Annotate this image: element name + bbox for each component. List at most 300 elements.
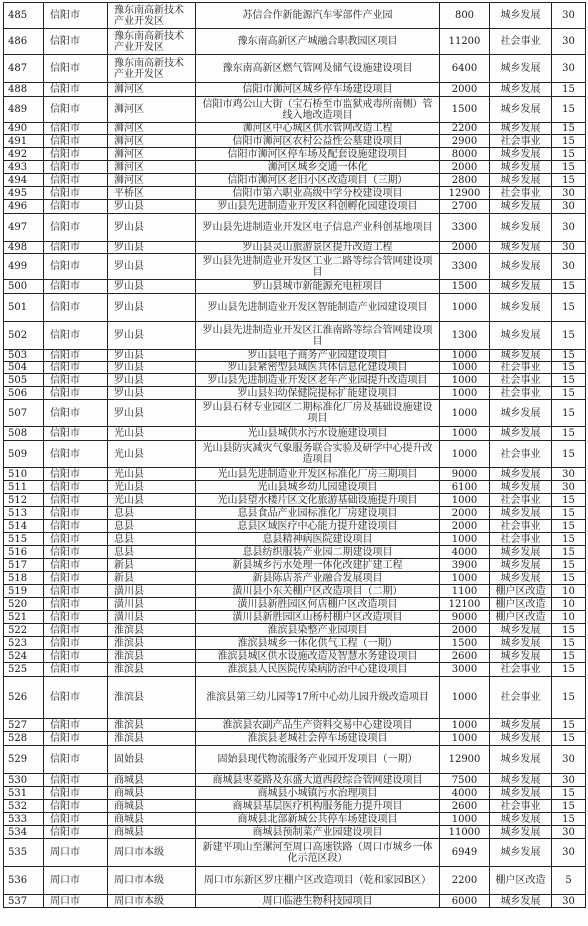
years-cell: 15 [552, 400, 586, 427]
row-number: 507 [4, 400, 44, 427]
amount-cell: 3000 [440, 663, 490, 677]
project-name: 光山县城供水污水设施建设项目 [196, 427, 440, 441]
category-cell: 城乡发展 [490, 813, 552, 826]
district-cell: 罗山县 [108, 400, 196, 427]
city-cell: 信阳市 [44, 826, 108, 839]
amount-cell: 9000 [440, 468, 490, 481]
district-cell: 淮滨县 [108, 732, 196, 746]
row-number: 495 [4, 187, 44, 200]
amount-cell: 800 [440, 3, 490, 29]
years-cell: 15 [552, 663, 586, 677]
district-cell: 豫东南高新技术产业开发区 [108, 29, 196, 55]
district-cell: 周口市本级 [108, 895, 196, 908]
years-cell: 15 [552, 441, 586, 468]
amount-cell: 2000 [440, 520, 490, 533]
row-number: 490 [4, 123, 44, 135]
city-cell: 信阳市 [44, 427, 108, 441]
project-name: 信阳市浉河区城乡停车场建设项目 [196, 83, 440, 97]
years-cell: 10 [552, 585, 586, 598]
district-cell: 商城县 [108, 774, 196, 787]
city-cell: 信阳市 [44, 774, 108, 787]
amount-cell: 4000 [440, 787, 490, 800]
city-cell: 信阳市 [44, 598, 108, 611]
category-cell: 社会事业 [490, 187, 552, 200]
project-name: 淮滨县染整产业园项目 [196, 624, 440, 637]
years-cell: 30 [552, 746, 586, 774]
row-number: 506 [4, 387, 44, 400]
amount-cell: 2900 [440, 135, 490, 148]
project-name: 息县区域医疗中心能力提升建设项目 [196, 520, 440, 533]
project-name: 商城县枣菱路及东盛大道西段综合管网建设项目 [196, 774, 440, 787]
years-cell: 15 [552, 387, 586, 400]
years-cell: 30 [552, 242, 586, 254]
amount-cell: 2000 [440, 624, 490, 637]
years-cell: 30 [552, 200, 586, 214]
years-cell: 30 [552, 254, 586, 280]
category-cell: 棚户区改造 [490, 598, 552, 611]
city-cell: 信阳市 [44, 746, 108, 774]
table-row [4, 572, 586, 585]
row-number: 486 [4, 29, 44, 55]
category-cell: 社会事业 [490, 494, 552, 507]
row-number: 516 [4, 546, 44, 559]
project-name: 光山县城乡幼儿园建设项目 [196, 481, 440, 494]
category-cell: 城乡发展 [490, 787, 552, 800]
category-cell: 城乡发展 [490, 350, 552, 362]
row-number: 536 [4, 867, 44, 895]
project-name: 息县精神病医院建设项目 [196, 533, 440, 546]
category-cell: 城乡发展 [490, 123, 552, 135]
district-cell: 罗山县 [108, 322, 196, 350]
amount-cell: 9000 [440, 611, 490, 624]
project-name: 潢川县新胜园区山杨村棚户区改造项目 [196, 611, 440, 624]
category-cell: 社会事业 [490, 135, 552, 148]
table-row [4, 350, 586, 362]
row-number: 509 [4, 441, 44, 468]
table-row [4, 813, 586, 826]
table-row [4, 400, 586, 427]
project-name: 浉河区中心城区供水管网改造工程 [196, 123, 440, 135]
amount-cell: 1000 [440, 533, 490, 546]
row-number: 521 [4, 611, 44, 624]
city-cell: 信阳市 [44, 732, 108, 746]
amount-cell: 1000 [440, 813, 490, 826]
district-cell: 商城县 [108, 826, 196, 839]
table-row [4, 650, 586, 663]
row-number: 520 [4, 598, 44, 611]
row-number: 532 [4, 800, 44, 813]
years-cell: 15 [552, 83, 586, 97]
city-cell: 信阳市 [44, 441, 108, 468]
project-name: 新县城乡污水处理一体化改建扩建工程 [196, 559, 440, 572]
amount-cell: 12900 [440, 187, 490, 200]
district-cell: 罗山县 [108, 280, 196, 294]
project-name: 信阳市浉河区农村公益性公墓建设项目 [196, 135, 440, 148]
district-cell: 新县 [108, 559, 196, 572]
row-number: 491 [4, 135, 44, 148]
table-row [4, 800, 586, 813]
project-name: 新县陈店茶产业融合发展项目 [196, 572, 440, 585]
row-number: 530 [4, 774, 44, 787]
district-cell: 潢川县 [108, 611, 196, 624]
district-cell: 淮滨县 [108, 637, 196, 650]
district-cell: 浉河区 [108, 161, 196, 174]
table-row [4, 895, 586, 908]
project-name: 淮滨县农副产品生产资料交易中心建设项目 [196, 719, 440, 732]
row-number: 534 [4, 826, 44, 839]
project-name: 罗山县先进制造业开发区电子信息产业科创基地项目 [196, 214, 440, 242]
row-number: 508 [4, 427, 44, 441]
project-name: 信阳市浉河区停车场及配套设施建设项目 [196, 148, 440, 161]
district-cell: 罗山县 [108, 200, 196, 214]
project-name: 淮滨县老城社会停车场建设项目 [196, 732, 440, 746]
project-name: 苏信合作新能源汽车零部件产业园 [196, 3, 440, 29]
district-cell: 光山县 [108, 481, 196, 494]
table-row [4, 507, 586, 520]
years-cell: 15 [552, 813, 586, 826]
table-row [4, 719, 586, 732]
amount-cell: 1000 [440, 294, 490, 322]
row-number: 502 [4, 322, 44, 350]
row-number: 518 [4, 572, 44, 585]
years-cell: 15 [552, 572, 586, 585]
category-cell: 社会事业 [490, 362, 552, 374]
years-cell: 30 [552, 214, 586, 242]
district-cell: 平桥区 [108, 187, 196, 200]
project-name: 商城县北部新城公共停车场建设项目 [196, 813, 440, 826]
years-cell: 15 [552, 800, 586, 813]
city-cell: 信阳市 [44, 572, 108, 585]
row-number: 489 [4, 97, 44, 123]
row-number: 488 [4, 83, 44, 97]
category-cell: 城乡发展 [490, 55, 552, 83]
amount-cell: 8000 [440, 148, 490, 161]
city-cell: 信阳市 [44, 322, 108, 350]
amount-cell: 1300 [440, 322, 490, 350]
amount-cell: 1000 [440, 400, 490, 427]
city-cell: 信阳市 [44, 494, 108, 507]
table-row [4, 242, 586, 254]
category-cell: 城乡发展 [490, 637, 552, 650]
district-cell: 浉河区 [108, 97, 196, 123]
years-cell: 15 [552, 650, 586, 663]
city-cell: 信阳市 [44, 174, 108, 187]
city-cell: 信阳市 [44, 161, 108, 174]
category-cell: 社会事业 [490, 533, 552, 546]
category-cell: 城乡发展 [490, 254, 552, 280]
table-row [4, 520, 586, 533]
table-row [4, 494, 586, 507]
years-cell: 15 [552, 732, 586, 746]
project-name: 光山县先进制造业开发区标准化厂房三期项目 [196, 468, 440, 481]
row-number: 527 [4, 719, 44, 732]
category-cell: 城乡发展 [490, 481, 552, 494]
years-cell: 30 [552, 187, 586, 200]
project-name: 信阳市鸡公山大街（宝石桥至市监狱戒毒所南侧）管线入地改造项目 [196, 97, 440, 123]
years-cell: 15 [552, 546, 586, 559]
district-cell: 潢川县 [108, 598, 196, 611]
project-name: 罗山县石材专业园区二期标准化厂房及基础设施建设项目 [196, 400, 440, 427]
row-number: 492 [4, 148, 44, 161]
city-cell: 周口市 [44, 895, 108, 908]
table-row [4, 598, 586, 611]
city-cell: 信阳市 [44, 350, 108, 362]
project-name: 罗山县灵山旅游景区提升改造工程 [196, 242, 440, 254]
category-cell: 城乡发展 [490, 572, 552, 585]
district-cell: 周口市本级 [108, 867, 196, 895]
row-number: 528 [4, 732, 44, 746]
years-cell: 15 [552, 374, 586, 387]
row-number: 524 [4, 650, 44, 663]
city-cell: 信阳市 [44, 559, 108, 572]
category-cell: 城乡发展 [490, 214, 552, 242]
city-cell: 信阳市 [44, 83, 108, 97]
city-cell: 信阳市 [44, 3, 108, 29]
row-number: 533 [4, 813, 44, 826]
years-cell: 15 [552, 427, 586, 441]
category-cell: 城乡发展 [490, 624, 552, 637]
table-row [4, 362, 586, 374]
table-row [4, 387, 586, 400]
table-row [4, 826, 586, 839]
project-name: 固始县现代物流服务产业园开发项目（一期） [196, 746, 440, 774]
city-cell: 信阳市 [44, 374, 108, 387]
category-cell: 城乡发展 [490, 732, 552, 746]
district-cell: 罗山县 [108, 387, 196, 400]
category-cell: 社会事业 [490, 29, 552, 55]
amount-cell: 3900 [440, 559, 490, 572]
amount-cell: 4000 [440, 546, 490, 559]
years-cell: 15 [552, 362, 586, 374]
table-row [4, 135, 586, 148]
table-row [4, 546, 586, 559]
project-name: 息县纺织服装产业园二期建设项目 [196, 546, 440, 559]
row-number: 531 [4, 787, 44, 800]
project-name: 罗山县先进制造业开发区工业二路等综合管网建设项目 [196, 254, 440, 280]
row-number: 515 [4, 533, 44, 546]
years-cell: 5 [552, 867, 586, 895]
amount-cell: 2800 [440, 174, 490, 187]
category-cell: 城乡发展 [490, 468, 552, 481]
table-row [4, 774, 586, 787]
category-cell: 社会事业 [490, 677, 552, 719]
category-cell: 社会事业 [490, 520, 552, 533]
table-row [4, 214, 586, 242]
city-cell: 信阳市 [44, 546, 108, 559]
city-cell: 周口市 [44, 867, 108, 895]
amount-cell: 1100 [440, 585, 490, 598]
years-cell: 30 [552, 55, 586, 83]
table-row [4, 663, 586, 677]
category-cell: 城乡发展 [490, 839, 552, 867]
amount-cell: 12100 [440, 598, 490, 611]
table-row [4, 280, 586, 294]
row-number: 522 [4, 624, 44, 637]
row-number: 500 [4, 280, 44, 294]
years-cell: 30 [552, 774, 586, 787]
project-name: 光山县防灾减灾气象服务联合实验及研学中心提升改造项目 [196, 441, 440, 468]
district-cell: 浉河区 [108, 135, 196, 148]
row-number: 535 [4, 839, 44, 867]
amount-cell: 1000 [440, 719, 490, 732]
table-row [4, 174, 586, 187]
table-row [4, 3, 586, 29]
district-cell: 淮滨县 [108, 650, 196, 663]
district-cell: 豫东南高新技术产业开发区 [108, 55, 196, 83]
project-name: 罗山县先进制造业开发区科创孵化园建设项目 [196, 200, 440, 214]
amount-cell: 1000 [440, 572, 490, 585]
amount-cell: 1000 [440, 494, 490, 507]
city-cell: 信阳市 [44, 787, 108, 800]
category-cell: 社会事业 [490, 387, 552, 400]
amount-cell: 2200 [440, 123, 490, 135]
district-cell: 罗山县 [108, 254, 196, 280]
row-number: 503 [4, 350, 44, 362]
project-name: 息县食品产业园标准化厂房建设项目 [196, 507, 440, 520]
city-cell: 周口市 [44, 839, 108, 867]
amount-cell: 2700 [440, 200, 490, 214]
category-cell: 城乡发展 [490, 719, 552, 732]
project-name: 豫东南高新区燃气管网及储气设施建设项目 [196, 55, 440, 83]
category-cell: 城乡发展 [490, 546, 552, 559]
district-cell: 息县 [108, 520, 196, 533]
table-row [4, 839, 586, 867]
years-cell: 15 [552, 135, 586, 148]
years-cell: 15 [552, 148, 586, 161]
table-row [4, 83, 586, 97]
table-row [4, 585, 586, 598]
row-number: 501 [4, 294, 44, 322]
city-cell: 信阳市 [44, 719, 108, 732]
years-cell: 15 [552, 507, 586, 520]
table-row [4, 624, 586, 637]
amount-cell: 1000 [440, 732, 490, 746]
table-row [4, 468, 586, 481]
years-cell: 30 [552, 839, 586, 867]
city-cell: 信阳市 [44, 624, 108, 637]
project-name: 豫东南高新区产城融合职教园区项目 [196, 29, 440, 55]
category-cell: 城乡发展 [490, 83, 552, 97]
years-cell: 15 [552, 350, 586, 362]
table-row [4, 732, 586, 746]
row-number: 505 [4, 374, 44, 387]
category-cell: 城乡发展 [490, 427, 552, 441]
district-cell: 浉河区 [108, 83, 196, 97]
table-row [4, 254, 586, 280]
district-cell: 光山县 [108, 468, 196, 481]
years-cell: 30 [552, 468, 586, 481]
project-name: 罗山县紧密型县域医共体信息化建设项目 [196, 362, 440, 374]
project-name: 光山县望水楼片区文化旅游基础设施提升项目 [196, 494, 440, 507]
amount-cell: 3300 [440, 254, 490, 280]
project-name: 周口市东新区罗庄棚户区改造项目（乾和家园B区） [196, 867, 440, 895]
years-cell: 15 [552, 123, 586, 135]
district-cell: 浉河区 [108, 123, 196, 135]
category-cell: 城乡发展 [490, 826, 552, 839]
project-name: 罗山县电子商务产业园建设项目 [196, 350, 440, 362]
row-number: 513 [4, 507, 44, 520]
city-cell: 信阳市 [44, 187, 108, 200]
row-number: 512 [4, 494, 44, 507]
category-cell: 棚户区改造 [490, 867, 552, 895]
table-row [4, 97, 586, 123]
project-name: 浉河区城乡交通一体化 [196, 161, 440, 174]
district-cell: 商城县 [108, 800, 196, 813]
district-cell: 光山县 [108, 441, 196, 468]
city-cell: 信阳市 [44, 29, 108, 55]
table-row [4, 637, 586, 650]
amount-cell: 1500 [440, 97, 490, 123]
table-row [4, 187, 586, 200]
row-number: 514 [4, 520, 44, 533]
project-name: 罗山县先进制造业开发区老年产业园提升改造项目 [196, 374, 440, 387]
district-cell: 淮滨县 [108, 663, 196, 677]
row-number: 519 [4, 585, 44, 598]
years-cell: 10 [552, 611, 586, 624]
row-number: 510 [4, 468, 44, 481]
amount-cell: 11200 [440, 29, 490, 55]
city-cell: 信阳市 [44, 585, 108, 598]
row-number: 494 [4, 174, 44, 187]
city-cell: 信阳市 [44, 200, 108, 214]
district-cell: 光山县 [108, 494, 196, 507]
years-cell: 30 [552, 895, 586, 908]
row-number: 525 [4, 663, 44, 677]
project-name: 潢川县小东关棚户区改造项目（二期） [196, 585, 440, 598]
category-cell: 社会事业 [490, 441, 552, 468]
table-row [4, 867, 586, 895]
years-cell: 10 [552, 598, 586, 611]
table-row [4, 746, 586, 774]
category-cell: 城乡发展 [490, 174, 552, 187]
category-cell: 棚户区改造 [490, 611, 552, 624]
category-cell: 城乡发展 [490, 97, 552, 123]
years-cell: 15 [552, 533, 586, 546]
years-cell: 15 [552, 637, 586, 650]
city-cell: 信阳市 [44, 507, 108, 520]
years-cell: 15 [552, 174, 586, 187]
table-row [4, 559, 586, 572]
years-cell: 15 [552, 294, 586, 322]
city-cell: 信阳市 [44, 533, 108, 546]
row-number: 499 [4, 254, 44, 280]
amount-cell: 1000 [440, 374, 490, 387]
amount-cell: 1000 [440, 677, 490, 719]
category-cell: 城乡发展 [490, 148, 552, 161]
row-number: 497 [4, 214, 44, 242]
years-cell: 15 [552, 520, 586, 533]
project-name: 罗山县先进制造业开发区江淮南路等综合管网建设项目 [196, 322, 440, 350]
district-cell: 罗山县 [108, 242, 196, 254]
project-table [3, 2, 586, 908]
category-cell: 城乡发展 [490, 200, 552, 214]
row-number: 537 [4, 895, 44, 908]
amount-cell: 6400 [440, 55, 490, 83]
category-cell: 社会事业 [490, 374, 552, 387]
row-number: 496 [4, 200, 44, 214]
years-cell: 30 [552, 826, 586, 839]
amount-cell: 2600 [440, 800, 490, 813]
years-cell: 15 [552, 677, 586, 719]
table-row [4, 677, 586, 719]
table-row [4, 55, 586, 83]
table-row [4, 294, 586, 322]
category-cell: 城乡发展 [490, 322, 552, 350]
table-row [4, 611, 586, 624]
category-cell: 城乡发展 [490, 3, 552, 29]
project-table-body [4, 3, 586, 908]
project-name: 周口临港生物科技园项目 [196, 895, 440, 908]
